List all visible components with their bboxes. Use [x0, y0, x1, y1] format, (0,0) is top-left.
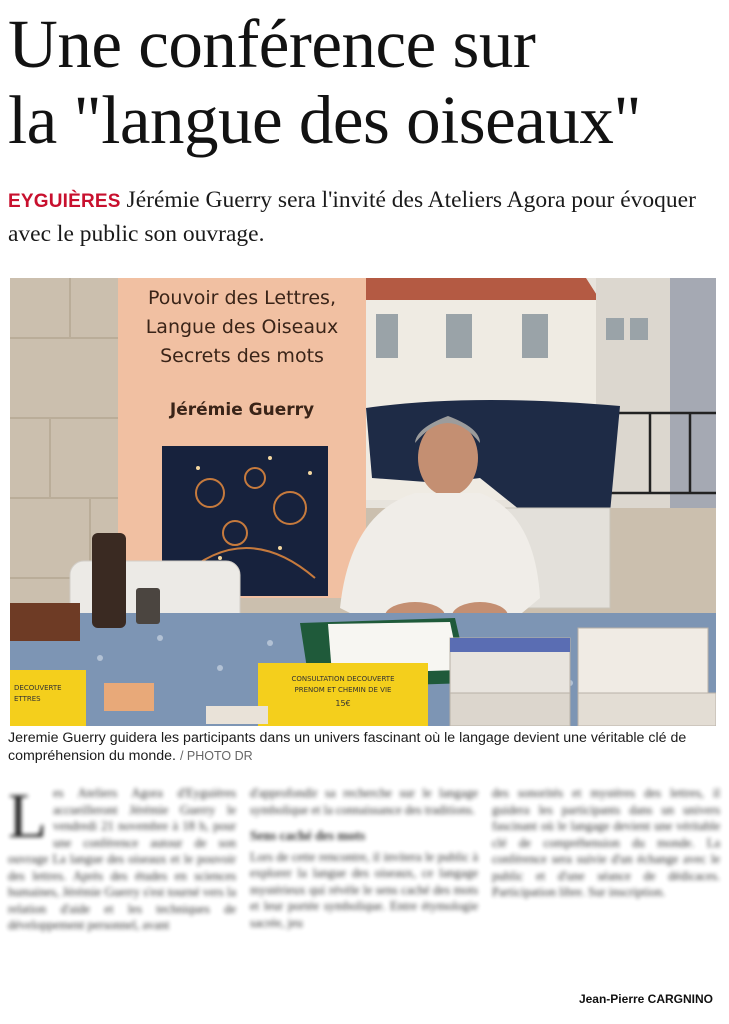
photo-illustration — [10, 278, 716, 726]
body-subhead: Sens caché des mots — [250, 828, 366, 843]
curtain — [670, 278, 716, 508]
location-kicker: EYGUIÈRES — [8, 191, 121, 212]
headline — [8, 6, 723, 158]
left-sign-line-2: ETTRES — [14, 695, 41, 703]
caption-text: Jeremie Guerry guidera les participants dans un univers fascinant où le langage devient une véritable clé de compréhension du monde. — [8, 730, 687, 764]
body-col2-text: Lors de cette rencontre, il invitera le public à explorer la langue des oiseaux, ce langage mystérieux qui révèle le sens caché des mots et leur portée symbolique. Entre étymologie sacrée, jeu — [250, 849, 478, 930]
banner-author: Jérémie Guerry — [169, 400, 315, 420]
body-col1-text: es Ateliers Agora d'Eyguières accueilleront Jérémie Guerry le vendredi 21 novembre à 18 h, pour une conférence autour de son ouvrage La langue des oiseaux et le pouvoir des lettres. Après des études en sciences humaines, Jérémie Guerry s'est tourné vers la relation d'aide et les techniques de développement personnel, avant — [8, 786, 236, 932]
roof-tiles — [366, 278, 600, 300]
banner-line-1: Pouvoir des Lettres, — [148, 287, 336, 309]
banner-line-3: Secrets des mots — [160, 345, 324, 367]
book-stack-center — [450, 638, 570, 726]
lede-text: Jérémie Guerry sera l'invité des Ateliers Agora pour évoquer avec le public son ouvrage. — [8, 187, 696, 247]
photo-caption — [8, 729, 723, 765]
banner-line-2: Langue des Oiseaux — [145, 316, 339, 338]
headline-line-1: Une conférence sur — [8, 6, 536, 82]
body-column-3 — [492, 785, 720, 1007]
consultation-sign — [258, 663, 428, 726]
body-col2-intro: d'approfondir sa recherche sur le langage symbolique et la connaissance des traditions. — [250, 786, 478, 817]
article-photo — [10, 278, 716, 726]
dropcap: L — [8, 785, 48, 851]
sign-line-1: CONSULTATION DECOUVERTE — [291, 675, 395, 683]
book-stack-right — [578, 628, 716, 726]
article-body — [8, 785, 720, 1007]
thermos — [92, 533, 126, 628]
sign-line-2: PRENOM ET CHEMIN DE VIE — [294, 686, 392, 694]
body-column-1 — [8, 785, 236, 1007]
headline-line-2: la "langue des oiseaux" — [8, 82, 642, 158]
left-sign-line-1: DECOUVERTE — [14, 684, 62, 692]
card-stack — [104, 683, 154, 711]
wooden-box — [10, 603, 80, 641]
photo-credit: / PHOTO DR — [179, 749, 253, 763]
cup — [136, 588, 160, 624]
sign-line-3: 15€ — [335, 699, 351, 708]
byline — [577, 992, 715, 1006]
card-stack-2 — [206, 706, 268, 724]
body-col3-text: des sonorités et mystères des lettres, il guidera les participants dans un univers fascinant où le langage devient une véritable clé de compréhension du monde. La conférence sera suivie d'un échange avec le public et d'une séance de dédicaces. Participation libre. Sur inscription. — [492, 786, 720, 899]
byline-author: Jean-Pierre CARGNINO — [578, 992, 713, 1006]
lede — [8, 184, 720, 251]
body-column-2 — [250, 785, 478, 1007]
